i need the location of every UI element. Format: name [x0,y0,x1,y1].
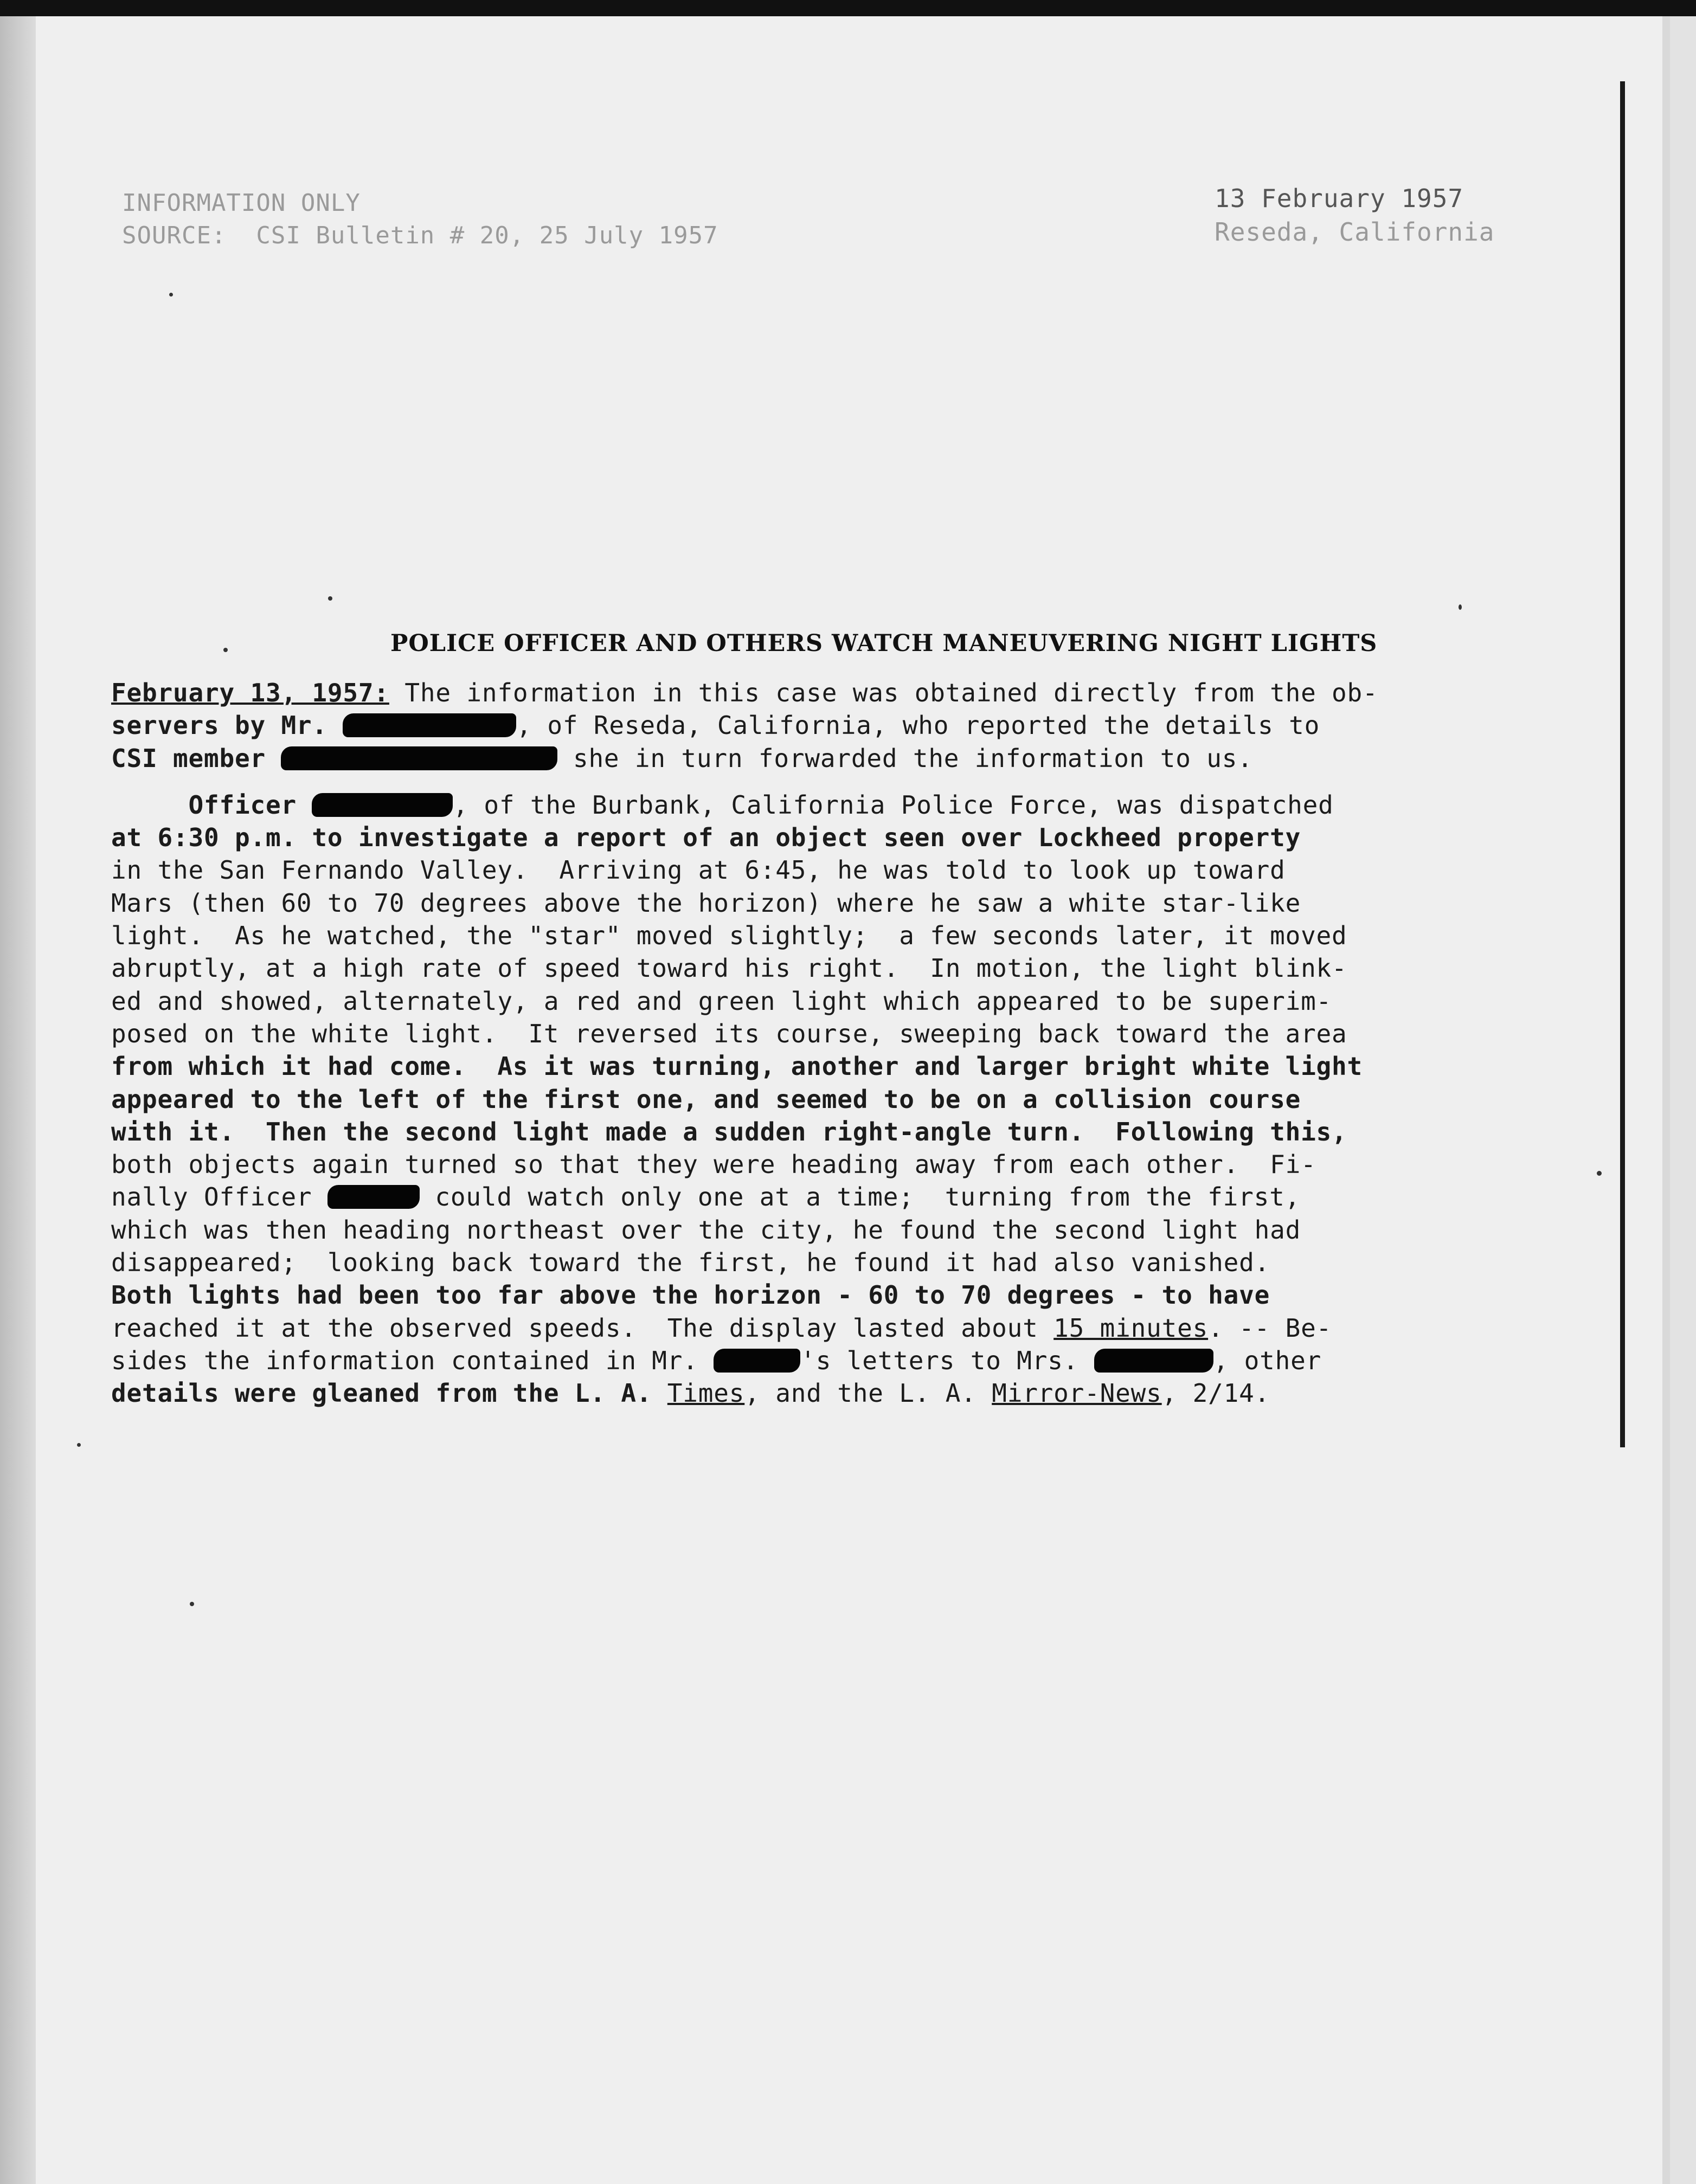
date-place-header [1215,182,1495,249]
source-header [122,187,718,252]
report-date: 13 February 1957 [1215,184,1464,213]
text-line: at 6:30 p.m. to investigate a report of an object seen over Lockheed property [111,823,1301,853]
scan-speck [77,1443,81,1447]
text-line: servers by Mr. , of Reseda, California, who reported the details to [111,711,1320,740]
text-line: sides the information contained in Mr. 's letters to Mrs. , other [111,1345,1322,1375]
text-line: both objects again turned so that they were heading away from each other. Fi- [111,1150,1316,1180]
source-line: SOURCE: CSI Bulletin # 20, 25 July 1957 [122,222,718,249]
text-line: posed on the white light. It reversed its course, sweeping back toward the area [111,1019,1347,1048]
text-line: Officer , of the Burbank, California Police Force, was dispatched [111,790,1334,820]
newspaper-title: Mirror-News [992,1378,1162,1408]
scan-speck [223,648,228,652]
text-line: with it. Then the second light made a sudden right-angle turn. Following this, [111,1117,1347,1146]
newspaper-title: Times [667,1378,745,1408]
text-line: reached it at the observed speeds. The display lasted about 15 minutes. -- Be- [111,1313,1332,1343]
scan-speck [169,293,173,297]
text-line: February 13, 1957: The information in this case was obtained directly from the ob- [111,678,1378,707]
redaction-bar [714,1349,800,1373]
redaction-bar [1094,1349,1213,1373]
underlined-duration: 15 minutes [1053,1313,1209,1343]
redaction-bar [281,746,557,770]
margin-rule [1620,81,1625,1447]
scan-left-shadow [0,16,36,2184]
redaction-bar [327,1185,420,1209]
scan-speck [328,596,332,601]
text-line: disappeared; looking back toward the first, he found it had also vanished. [111,1248,1270,1278]
scan-speck [1459,604,1462,610]
text-line: nally Officer could watch only one at a time; turning from the first, [111,1182,1301,1212]
info-only-label: INFORMATION ONLY [122,189,361,217]
text-line: appeared to the left of the first one, and seemed to be on a collision course [111,1084,1301,1114]
report-place: Reseda, California [1215,217,1495,247]
text-line: Mars (then 60 to 70 degrees above the horizon) where he saw a white star-like [111,888,1301,918]
text-line: from which it had come. As it was turning, another and larger bright white light [111,1052,1363,1081]
paragraph-gap [111,775,1575,789]
scan-right-edge [1670,16,1696,2184]
document-body [111,677,1575,1410]
redaction-bar [343,713,516,737]
text-line: Both lights had been too far above the horizon - 60 to 70 degrees - to have [111,1280,1270,1310]
scan-speck [190,1602,194,1606]
redaction-bar [312,793,453,817]
text-line: which was then heading northeast over the city, he found the second light had [111,1215,1301,1245]
text-line: in the San Fernando Valley. Arriving at 6:45, he was told to look up toward [111,855,1286,885]
case-dateline: February 13, 1957: [111,678,389,707]
scan-speck [1597,1171,1602,1176]
text-line: abruptly, at a high rate of speed toward his right. In motion, the light blink- [111,954,1347,983]
text-line: CSI member she in turn forwarded the information to us. [111,743,1253,773]
document-title: POLICE OFFICER AND OTHERS WATCH MANEUVERING NIGHT LIGHTS [390,630,1378,657]
scan-top-border [0,0,1696,16]
text-line: light. As he watched, the "star" moved slightly; a few seconds later, it moved [111,921,1347,951]
text-line: details were gleaned from the L. A. Times, and the L. A. Mirror-News, 2/14. [111,1378,1270,1408]
text-line: ed and showed, alternately, a red and green light which appeared to be superim- [111,986,1332,1016]
